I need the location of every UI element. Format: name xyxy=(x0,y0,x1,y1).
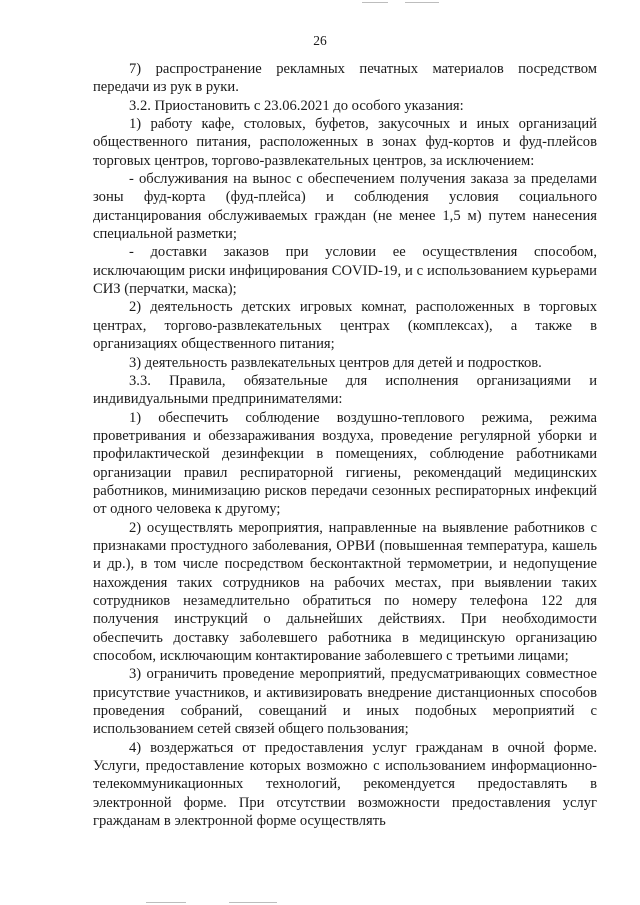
scan-artifact-line-top-2 xyxy=(405,2,439,3)
paragraph-3-3-item-1: 1) обеспечить соблюдение воздушно-теплового режима, режима проветривания и обеззараживания воздуха, проведение регулярной уборки и профилактической дезинфекции в помещениях, соблюдение работниками организации правил респираторной гигиены, рекомендаций медицинских работников, минимизацию рисков передачи сезонных респираторных инфекций от одного человека к другому; xyxy=(93,409,597,518)
scan-artifact-line-top-1 xyxy=(362,2,388,3)
document-body xyxy=(93,60,597,830)
paragraph-3-2-item-1-delivery: - доставки заказов при условии ее осуществления способом, исключающим риски инфицирования COVID-19, и с использованием курьерами СИЗ (перчатки, маска); xyxy=(93,244,597,298)
paragraph-3-2-item-1-takeaway: - обслуживания на вынос с обеспечением получения заказа за пределами зоны фуд-корта (фуд-плейса) и соблюдения условия социального дистанцирования обслуживаемых граждан (не менее 1,5 м) путем нанесения специальной разметки; xyxy=(93,171,597,243)
page-number: 26 xyxy=(313,33,327,48)
paragraph-3-3-item-4: 4) воздержаться от предоставления услуг гражданам в очной форме. Услуги, предоставление которых возможно с использованием информационно-телекоммуникационных технологий, рекомендуется предоставлять в электронной форме. При отсутствии возможности предоставления услуг гражданам в электронной форме осуществлять xyxy=(93,739,597,830)
paragraph-3-2-item-3: 3) деятельность развлекательных центров для детей и подростков. xyxy=(129,354,542,371)
scan-artifact-line-bottom-1 xyxy=(146,902,186,903)
paragraph-3-2-item-1: 1) работу кафе, столовых, буфетов, закусочных и иных организаций общественного питания, расположенных в зонах фуд-кортов и фуд-плейсов торговых центров, торгово-развлекательных центров, за исключением: xyxy=(93,116,597,169)
paragraph-3-2-heading: 3.2. Приостановить с 23.06.2021 до особого указания: xyxy=(129,97,464,114)
paragraph-3-2-item-2: 2) деятельность детских игровых комнат, расположенных в торговых центрах, торгово-развлекательных центрах (комплексах), а также в организациях общественного питания; xyxy=(93,299,597,353)
paragraph-7-advertising: 7) распространение рекламных печатных материалов посредством передачи из рук в руки. xyxy=(93,61,597,96)
paragraph-3-3-heading: 3.3. Правила, обязательные для исполнения организациями и индивидуальными предпринимателями: xyxy=(93,372,597,408)
scan-artifact-line-bottom-2 xyxy=(229,902,277,903)
paragraph-3-3-item-2: 2) осуществлять мероприятия, направленные на выявление работников с признаками простудного заболевания, ОРВИ (повышенная температура, кашель и др.), в том числе посредством бесконтактной термометрии, и недопущение нахождения таких сотрудников на рабочих местах, при выявлении таких сотрудников незамедлительно обратиться по номеру телефона 122 для получения инструкций о дальнейших действиях. При необходимости обеспечить доставку заболевшего работника в медицинскую организацию способом, исключающим контактирование заболевшего с третьими лицами; xyxy=(93,519,597,664)
paragraph-3-3-item-3: 3) ограничить проведение мероприятий, предусматривающих совместное присутствие участников, и активизировать внедрение дистанционных способов проведения собраний, совещаний и иных подобных мероприятий с использованием сетей связей общего пользования; xyxy=(93,666,597,738)
